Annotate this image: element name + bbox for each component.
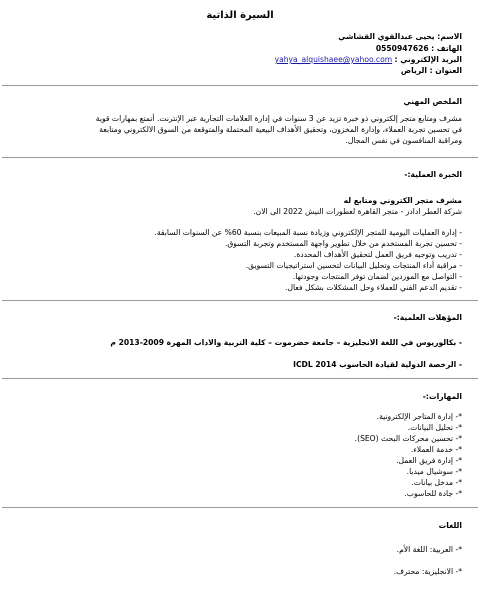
email-line <box>275 55 462 65</box>
qualification-item: - الرخصة الدولية لقيادة الحاسوب ICDL 2014 <box>293 360 462 369</box>
divider <box>2 85 478 86</box>
divider <box>2 378 478 379</box>
phone-label: الهاتف : <box>431 44 462 53</box>
phone-value: 0550947626 <box>375 44 429 53</box>
skill-item: *- سوشيال ميديا. <box>406 467 462 476</box>
skill-item: *- إدارة المتاجر الإلكترونية. <box>376 412 462 421</box>
summary-line: مشرف ومتابع متجر إلكتروني ذو خبرة تزيد عن 3 سنوات في إدارة العلامات التجارية عبر الإنترنت. أتمتع بمهارات قوية <box>95 114 462 123</box>
divider <box>2 507 478 508</box>
experience-bullet: - تحسين تجربة المستخدم من خلال تطوير واجهة المستخدم وتجربة التسوق. <box>224 239 462 248</box>
skill-item: *- خدمة العملاء. <box>410 445 462 454</box>
phone-line <box>376 44 462 54</box>
page-title: السيرة الذاتية <box>206 10 274 21</box>
summary-line: ومراقبة المنافسون في نفس المجال. <box>345 136 462 145</box>
experience-bullet: - إدارة العمليات اليومية للمتجر الإلكتروني وزيادة نسبة المبيعات بنسبة 60% عن السنوات السابقة. <box>154 228 462 237</box>
experience-bullet: - تقديم الدعم الفني للعملاء وحل المشكلات بشكل فعال. <box>285 283 462 292</box>
summary-line: في تحسين تجربة العملاء، وإدارة المخزون، وتحقيق الأهداف البيعية المحتملة والمتوقعة من السوق الالكتروني ومتابعة <box>99 125 462 134</box>
divider <box>2 300 478 301</box>
experience-heading: الخبرة العملية:- <box>404 170 462 179</box>
skill-item: *- تحليل البيانات. <box>407 423 462 432</box>
experience-bullet: - التواصل مع الموردين لضمان توفر المنتجات وجودتها. <box>292 272 462 281</box>
skill-item: *- مدخل بيانات. <box>411 478 462 487</box>
language-item: *- العربية: اللغة الأم. <box>396 545 462 554</box>
address-line: العنوان : الرياض <box>400 66 462 75</box>
company-line: شركة العطر ادادر - متجر القاهرة لعطورات النيش 2022 الى الان. <box>253 207 462 216</box>
email-link[interactable]: yahya_alquishaee@yahoo.com <box>274 55 393 64</box>
language-item: *- الانجليزية: محترف. <box>393 567 462 576</box>
job-title: مشرف متجر الكتروني ومتابع له <box>343 196 462 205</box>
skill-item: *- إدارة فريق العمل. <box>396 456 462 465</box>
divider <box>2 157 478 158</box>
qualification-item: - بكالوريوس في اللغة الانجليزية – جامعة حضرموت – كلية التربية والاداب المهرة 2009-2013 م <box>110 338 462 347</box>
skills-heading: المهارات:- <box>422 392 462 401</box>
qualifications-heading: المؤهلات العلمية:- <box>393 313 462 322</box>
experience-bullet: - مراقبة أداء المنتجات وتحليل البيانات لتحسين استراتيجيات التسويق. <box>245 261 462 270</box>
summary-heading: الملخص المهني <box>403 97 462 106</box>
skill-item: *- جادة للحاسوب. <box>404 489 462 498</box>
experience-bullet: - تدريب وتوجيه فريق العمل لتحقيق الأهداف المحددة. <box>293 250 462 259</box>
skill-item: *- تحسين محركات البحث (SEO). <box>354 434 462 443</box>
email-label: البريد الإلكتروني : <box>394 55 462 64</box>
languages-heading: اللغات <box>438 521 462 530</box>
name-line: الاسم: يحيى عبدالقوي القشاشي <box>338 32 462 41</box>
